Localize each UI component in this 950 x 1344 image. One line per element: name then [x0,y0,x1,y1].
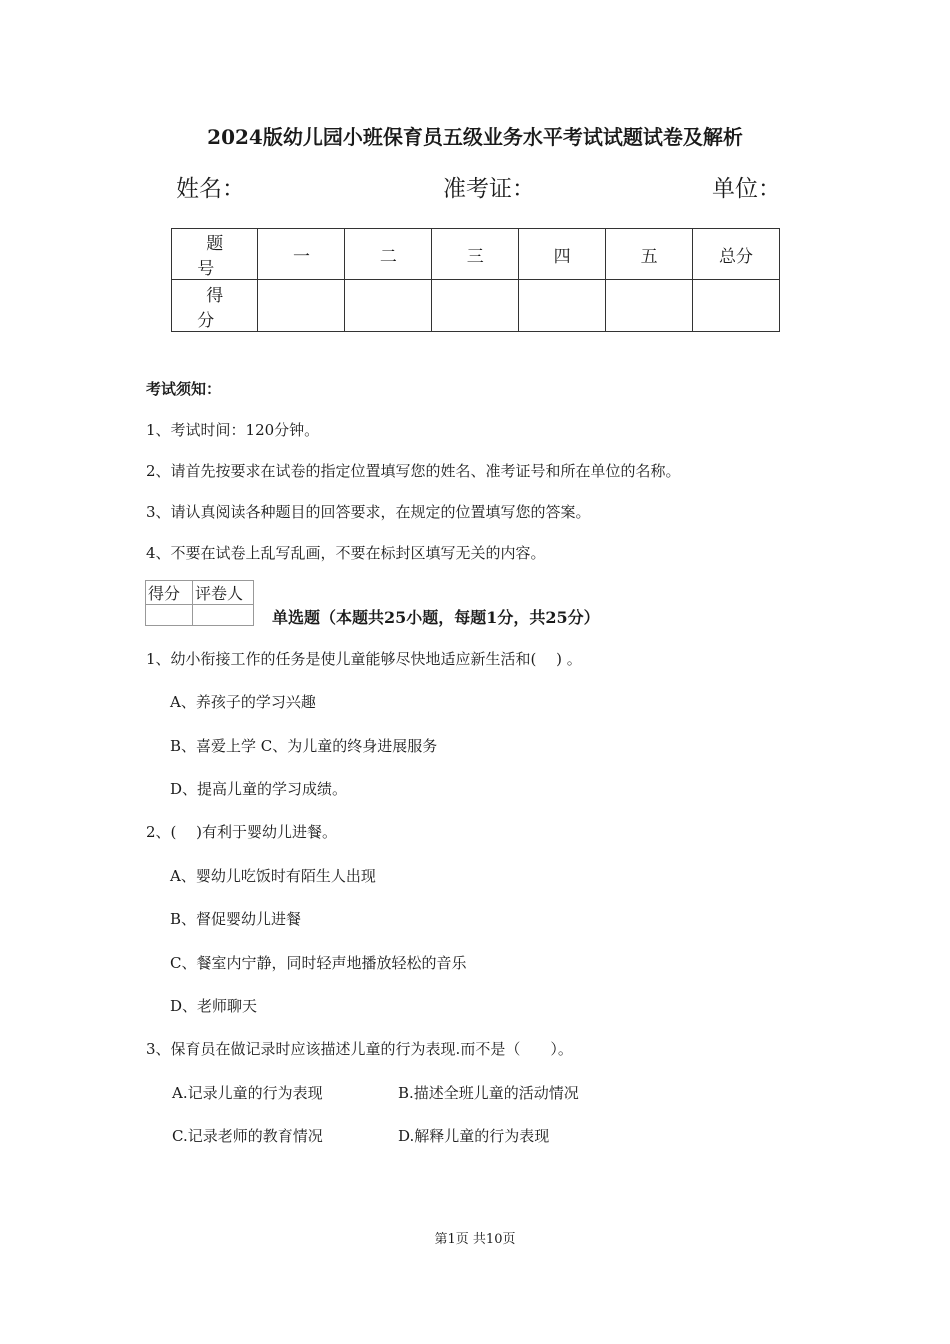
grader-name-label: 评卷人 [193,581,254,605]
question-option: B.描述全班儿童的活动情况 [398,1084,579,1102]
score-cell-5 [606,280,693,332]
score-header-4: 四 [519,229,606,280]
question-option: D、提高儿童的学习成绩。 [170,780,348,798]
section-title: 单选题（本题共25小题，每题1分，共25分） [272,608,600,627]
question-stem: 3、保育员在做记录时应该描述儿童的行为表现.而不是（ ）。 [146,1040,573,1058]
document-title: 2024版幼儿园小班保育员五级业务水平考试试题试卷及解析 [207,125,743,149]
score-table-score-row [172,280,780,332]
score-header-5: 五 [606,229,693,280]
grader-box [145,580,254,626]
score-header-total: 总分 [693,229,780,280]
exam-id-label: 准考证： [443,176,535,202]
score-row-label: 得分 [172,280,258,332]
score-cell-3 [432,280,519,332]
question-stem: 1、幼小衔接工作的任务是使儿童能够尽快地适应新生活和( ) 。 [146,650,582,668]
score-table [171,228,780,332]
score-header-2: 二 [345,229,432,280]
score-cell-2 [345,280,432,332]
notice-item: 4、不要在试卷上乱写乱画，不要在标封区填写无关的内容。 [146,544,546,562]
score-cell-1 [258,280,345,332]
page-footer: 第1页 共10页 [434,1232,516,1247]
notice-title: 考试须知： [146,380,222,398]
score-header-3: 三 [432,229,519,280]
question-option: A.记录儿童的行为表现 [172,1084,323,1102]
unit-label: 单位： [712,176,781,202]
name-label: 姓名： [176,176,245,202]
question-option: C、餐室内宁静，同时轻声地播放轻松的音乐 [170,954,467,972]
grader-score-cell [146,605,193,626]
grader-score-label: 得分 [146,581,193,605]
score-header-1: 一 [258,229,345,280]
question-option: B、督促婴幼儿进餐 [170,910,302,928]
notice-item: 2、请首先按要求在试卷的指定位置填写您的姓名、准考证号和所在单位的名称。 [146,462,681,480]
question-option: C.记录老师的教育情况 [172,1127,323,1145]
score-cell-4 [519,280,606,332]
question-option: D.解释儿童的行为表现 [398,1127,550,1145]
question-option: D、老师聊天 [170,997,258,1015]
question-option: A、婴幼儿吃饭时有陌生人出现 [170,867,376,885]
score-header-number: 题号 [172,229,258,280]
grader-name-cell [193,605,254,626]
question-option: A、养孩子的学习兴趣 [170,693,316,711]
question-stem: 2、( )有利于婴幼儿进餐。 [146,823,338,841]
question-option: B、喜爱上学 C、为儿童的终身进展服务 [170,737,438,755]
score-table-header-row [172,229,780,280]
notice-item: 3、请认真阅读各种题目的回答要求，在规定的位置填写您的答案。 [146,503,591,521]
score-cell-total [693,280,780,332]
notice-item: 1、考试时间：120分钟。 [146,421,320,439]
